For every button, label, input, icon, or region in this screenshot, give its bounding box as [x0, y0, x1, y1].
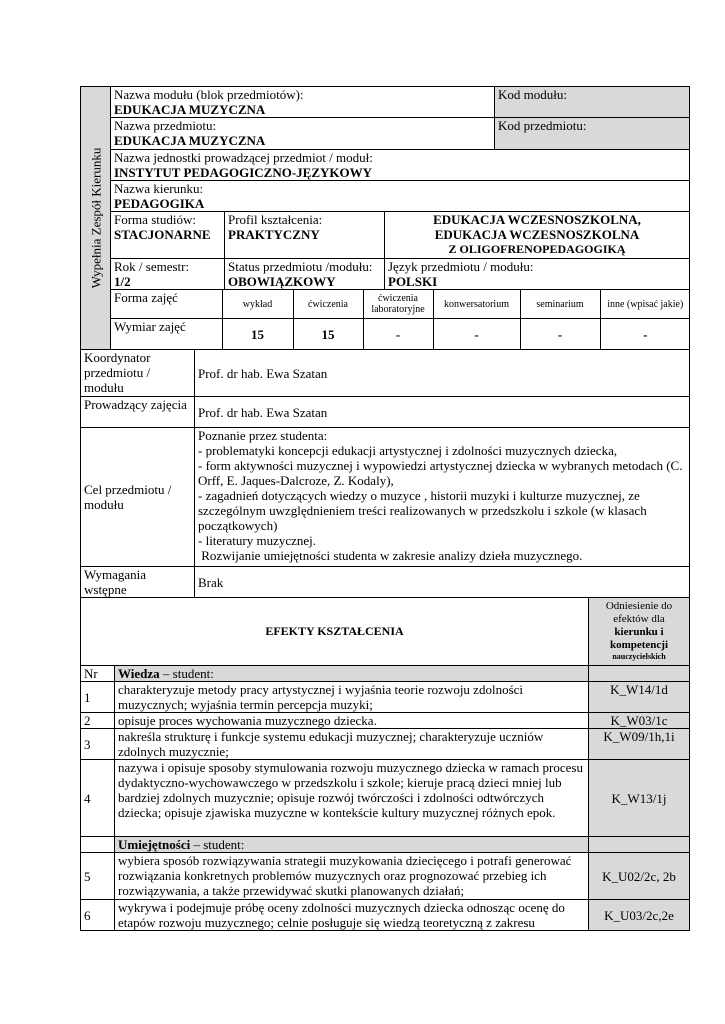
module-name-value: EDUKACJA MUZYCZNA — [114, 102, 266, 117]
table-row — [81, 760, 690, 837]
goal-label: Cel przedmiotu / modułu — [81, 428, 195, 567]
syllabus-page — [80, 86, 689, 931]
form-header-lecture: wykład — [222, 290, 293, 318]
skills-header-ref — [589, 837, 690, 853]
study-form-value: STACJONARNE — [114, 227, 211, 242]
ref-header-line-2: kierunku i kompetencji — [609, 626, 669, 651]
year-value: 1/2 — [114, 274, 131, 289]
outcome-ref: K_U02/2c, 2b — [589, 853, 690, 900]
ref-header-line-1: Odniesienie do efektów dla — [605, 600, 673, 625]
goal-line: - problematyki koncepcji edukacji artystycznej i zdolności muzycznych dziecka, — [198, 443, 618, 458]
nr-header: Nr — [81, 666, 115, 682]
class-forms-cell — [111, 290, 690, 319]
outcome-text: charakteryzuje metody pracy artystycznej i wyjaśnia teorie rozwoju zdolności muzycznych; wyjaśnia termin percepcja muzyki; — [115, 682, 589, 713]
form-header-other: inne (wpisać jakie) — [600, 290, 690, 318]
field-value: PEDAGOGIKA — [114, 196, 205, 211]
hours-conversatory: - — [433, 319, 520, 349]
outcomes-table — [80, 597, 690, 931]
unit-value: INSTYTUT PEDAGOGICZNO-JĘZYKOWY — [114, 165, 372, 180]
language-label: Język przedmiotu / modułu: — [388, 259, 534, 274]
outcome-nr: 4 — [81, 760, 115, 837]
hours-label: Wymiar zajęć — [111, 319, 222, 349]
knowledge-title: Wiedza — [118, 666, 160, 681]
outcome-ref: K_W13/1j — [589, 760, 690, 837]
coordinator-value: Prof. dr hab. Ewa Szatan — [195, 350, 690, 397]
outcome-ref: K_W14/1d — [589, 682, 690, 713]
module-code-label: Kod modułu: — [498, 87, 567, 102]
subject-name-cell — [111, 118, 495, 150]
outcome-ref: K_W03/1c — [589, 713, 690, 729]
table-row — [81, 713, 690, 729]
hours-lab: - — [363, 319, 433, 349]
table-row — [81, 900, 690, 931]
goal-line: - form aktywności muzycznej i wypowiedzi artystycznej dziecka w wybranych metodach (C. Orff, E. Jaques-Dalcroze, Z. Kodaly), — [198, 458, 683, 488]
subject-name-value: EDUKACJA MUZYCZNA — [114, 133, 266, 148]
study-form-cell — [111, 212, 225, 259]
outcome-nr: 2 — [81, 713, 115, 729]
outcome-nr: 3 — [81, 729, 115, 760]
table-row — [81, 729, 690, 760]
specialization-line-2: EDUKACJA WCZESNOSZKOLNA — [434, 227, 640, 242]
module-name-cell — [111, 87, 495, 118]
hours-exercises: 15 — [293, 319, 363, 349]
outcome-text: wykrywa i podejmuje próbę oceny zdolności muzycznych dziecka odnosząc ocenę do etapów rozwoju muzycznego; celnie posługuje się wiedzą teoretyczną z zakresu — [115, 900, 589, 931]
profile-cell — [225, 212, 385, 259]
skills-title: Umiejętności — [118, 837, 191, 852]
class-forms-table — [111, 290, 690, 318]
form-header-conversatory: konwersatorium — [433, 290, 520, 318]
field-label: Nazwa kierunku: — [114, 181, 204, 196]
outcome-text: wybiera sposób rozwiązywania strategii muzykowania dziecięcego i potrafi generować rozwiązania konkretnych problemów muzycznych oraz prognozować przebieg ich rozwiązywania, a także przewidywać skutki planowanych działań; — [115, 853, 589, 900]
outcome-ref: K_W09/1h,1i — [589, 729, 690, 760]
requirements-label: Wymagania wstępne — [81, 567, 195, 598]
coordinator-label: Koordynator przedmiotu / modułu — [81, 350, 195, 397]
outcome-nr: 1 — [81, 682, 115, 713]
status-value: OBOWIĄZKOWY — [228, 274, 336, 289]
ref-header-line-3: nauczycielskich — [612, 652, 666, 661]
hours-table — [111, 319, 690, 349]
module-info-table — [80, 86, 690, 350]
outcome-text: nazywa i opisuje sposoby stymulowania rozwoju muzycznego dziecka w ramach procesu dydaktyczno-wychowawczego w przedszkolu i szkole; kieruje pracą dzieci mniej lub bardziej zdolnych muzycznie; opisuje rozwój twórczości i zdolności odtwórczych dziecka; opisuje zjawiska muzyczne w kontekście kultury muzycznej różnych epok. — [115, 760, 589, 837]
status-cell — [225, 259, 385, 290]
class-forms-label: Forma zajęć — [111, 290, 222, 318]
subject-name-label: Nazwa przedmiotu: — [114, 118, 217, 133]
course-details-table — [80, 349, 690, 598]
outcome-text: nakreśla strukturę i funkcje systemu edukacji muzycznej; charakteryzuje uczniów zdolnych muzycznie; — [115, 729, 589, 760]
teacher-value: Prof. dr hab. Ewa Szatan — [195, 397, 690, 428]
module-code-cell — [495, 87, 690, 118]
hours-cell — [111, 319, 690, 350]
language-value: POLSKI — [388, 274, 438, 289]
sidebar-label: Wypełnia Zespół Kierunku — [88, 147, 103, 289]
specialization-cell — [385, 212, 690, 259]
skills-subtitle: – student: — [190, 837, 245, 852]
knowledge-subtitle: – student: — [159, 666, 214, 681]
outcomes-ref-header — [589, 598, 690, 666]
goal-line: - literatury muzycznej. — [198, 533, 317, 548]
skills-header — [115, 837, 589, 853]
goal-line: Rozwijanie umiejętności studenta w zakresie analizy dzieła muzycznego. — [198, 548, 583, 563]
goal-line: Poznanie przez studenta: — [198, 428, 328, 443]
nr-empty — [81, 837, 115, 853]
subject-code-label: Kod przedmiotu: — [498, 118, 587, 133]
hours-other: - — [600, 319, 690, 349]
table-row — [81, 853, 690, 900]
outcome-text: opisuje proces wychowania muzycznego dziecka. — [115, 713, 589, 729]
hours-lecture: 15 — [222, 319, 293, 349]
outcome-nr: 6 — [81, 900, 115, 931]
profile-label: Profil kształcenia: — [228, 212, 323, 227]
status-label: Status przedmiotu /modułu: — [228, 259, 373, 274]
field-cell — [111, 181, 690, 212]
year-label: Rok / semestr: — [114, 259, 190, 274]
subject-code-cell — [495, 118, 690, 150]
table-row — [81, 682, 690, 713]
outcome-nr: 5 — [81, 853, 115, 900]
hours-seminar: - — [520, 319, 600, 349]
knowledge-header-ref — [589, 666, 690, 682]
specialization-line-1: EDUKACJA WCZESNOSZKOLNA, — [433, 212, 641, 227]
teacher-label: Prowadzący zajęcia — [81, 397, 195, 428]
outcomes-title: EFEKTY KSZTAŁCENIA — [81, 598, 589, 666]
goal-line: - zagadnień dotyczących wiedzy o muzyce , historii muzyki i kulturze muzycznej, ze szczególnym uwzględnieniem treści realizowanych w przedszkolu i szkole (w klasach początkowych) — [198, 488, 647, 533]
outcome-ref: K_U03/2c,2e — [589, 900, 690, 931]
unit-label: Nazwa jednostki prowadzącej przedmiot / moduł: — [114, 150, 373, 165]
form-header-exercises: ćwiczenia — [293, 290, 363, 318]
year-cell — [111, 259, 225, 290]
knowledge-header — [115, 666, 589, 682]
form-header-lab: ćwiczenia laboratoryjne — [363, 290, 433, 318]
study-form-label: Forma studiów: — [114, 212, 196, 227]
goal-content — [195, 428, 690, 567]
profile-value: PRAKTYCZNY — [228, 227, 320, 242]
language-cell — [385, 259, 690, 290]
module-name-label: Nazwa modułu (blok przedmiotów): — [114, 87, 304, 102]
form-header-seminar: seminarium — [520, 290, 600, 318]
sidebar-label-cell — [81, 87, 111, 350]
unit-cell — [111, 150, 690, 181]
requirements-value: Brak — [195, 567, 690, 598]
specialization-line-3: Z OLIGOFRENOPEDAGOGIKĄ — [448, 242, 626, 256]
